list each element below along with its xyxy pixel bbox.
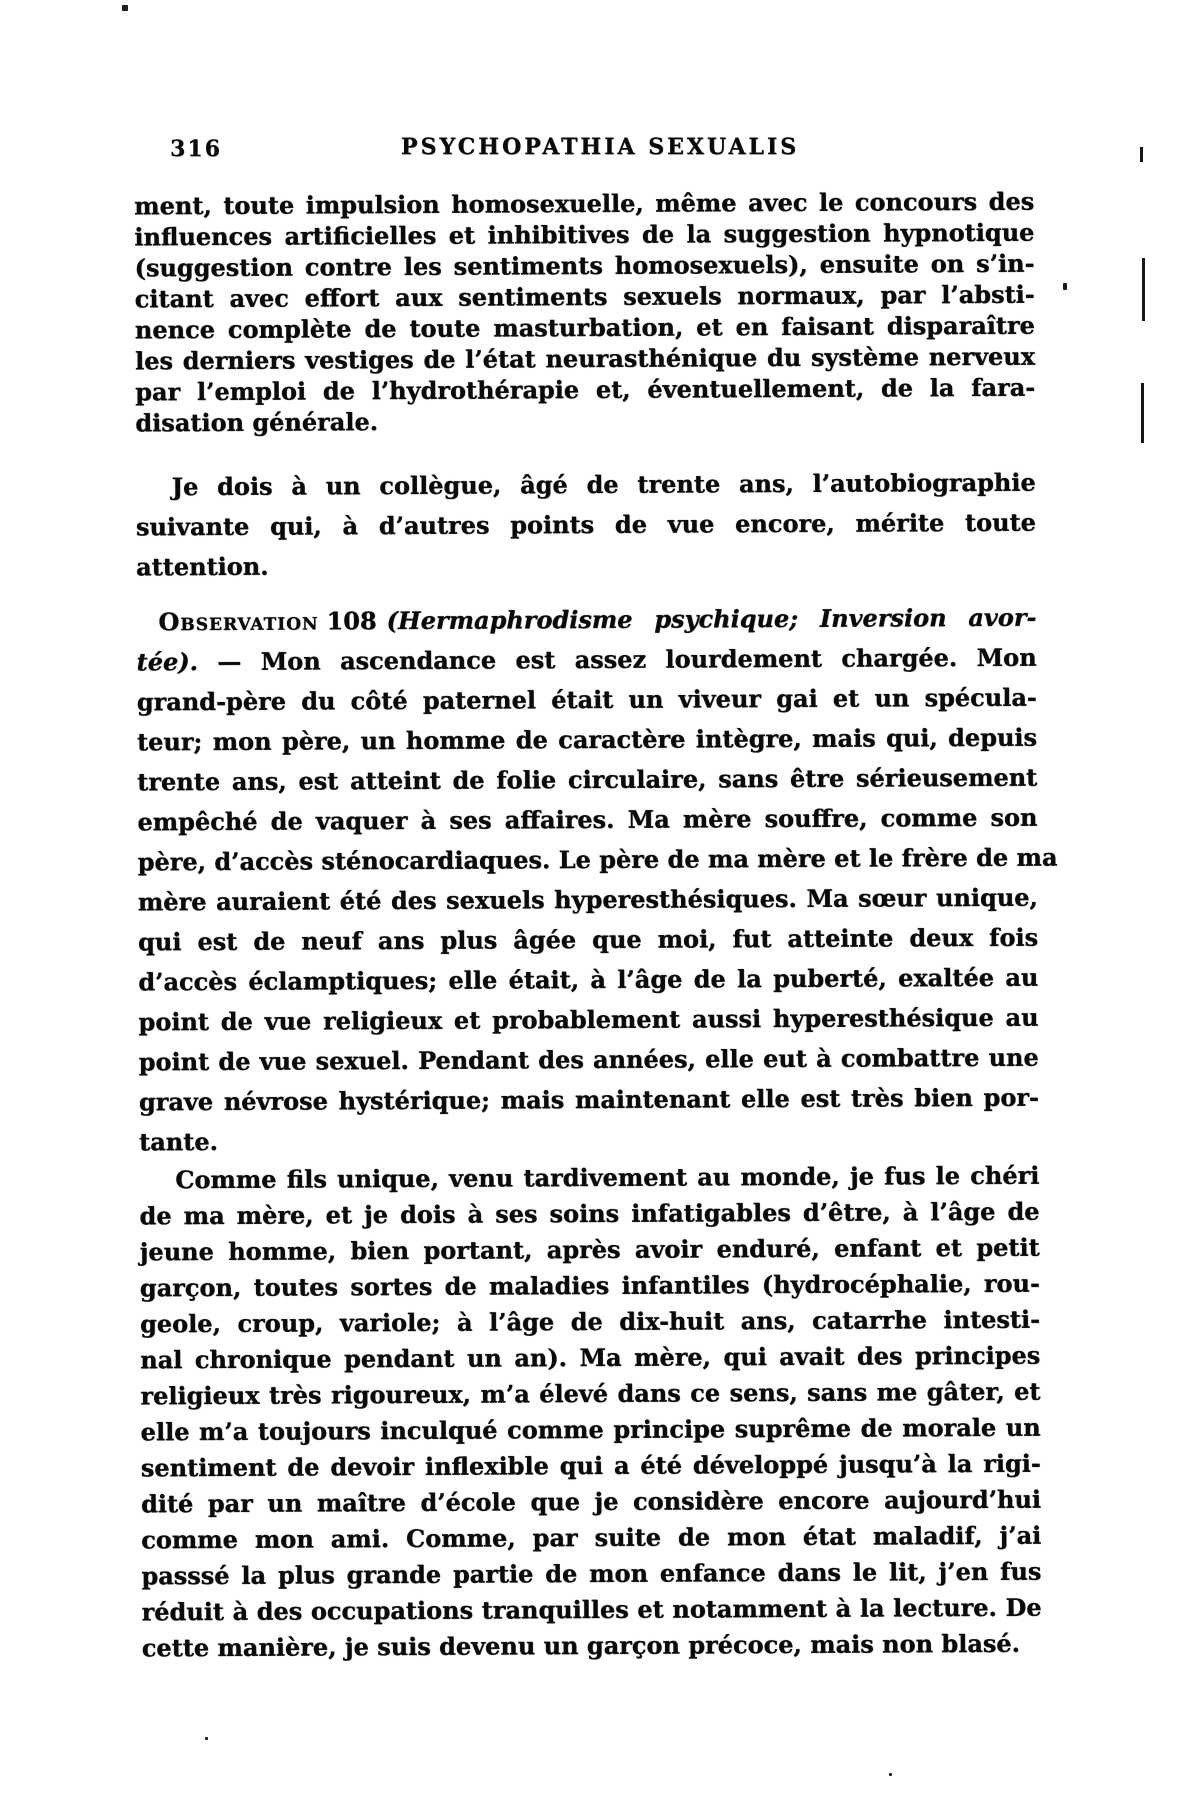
- text-line: (suggestion contre les sentiments homosexuels), ensuite on s’in-: [134, 248, 1035, 283]
- paragraph-intro: [136, 463, 1037, 588]
- margin-pencil-mark: [1142, 258, 1145, 321]
- ink-speck: [1063, 283, 1067, 290]
- text-line: point de vue religieux et probablement aussi hyperesthésique au: [138, 1002, 1039, 1037]
- running-title: PSYCHOPATHIA SEXUALIS: [400, 134, 800, 160]
- text-line: grave névrose hystérique; mais maintenant elle est très bien por-: [138, 1082, 1039, 1117]
- text-line: influences artificielles et inhibitives de la suggestion hypnotique: [134, 217, 1035, 252]
- text-line: garçon, toutes sortes de maladies infantiles (hydrocéphalie, rou-: [139, 1268, 1040, 1303]
- text-line: point de vue sexuel. Pendant des années, elle eut à combattre une: [138, 1042, 1039, 1077]
- text-line: teur; mon père, un homme de caractère intègre, mais qui, depuis: [136, 722, 1038, 757]
- text-line: père, d’accès sténocardiaques. Le père de ma mère et le frère de ma: [137, 842, 1058, 877]
- paragraph-continuation: [134, 186, 1035, 439]
- text-line: cette manière, je suis devenu un garçon précoce, mais non blasé.: [141, 1628, 1021, 1663]
- text-line: tante.: [139, 1126, 218, 1157]
- page-number: 316: [170, 136, 222, 162]
- text-line: nence complète de toute masturbation, et en faisant disparaître: [134, 310, 1035, 345]
- text-line: passsé la plus grande partie de mon enfance dans le lit, j’en fus: [141, 1556, 1042, 1591]
- observation-heading: [136, 598, 1036, 643]
- page-text: [134, 186, 1058, 1667]
- text-line: par l’emploi de l’hydrothérapie et, éventuellement, de la fara-: [135, 372, 1036, 407]
- text-line: Je dois à un collègue, âgé de trente ans, l’autobiographie: [171, 467, 1036, 502]
- paragraph-childhood: [139, 1158, 1042, 1667]
- observation-number: 108: [326, 606, 377, 636]
- observation-title-italic: (Hermaphrodisme psychique; Inversion avor-: [386, 602, 1037, 636]
- text-line: dité par un maître d’école que je considère encore aujourd’hui: [140, 1484, 1042, 1519]
- paragraph-observation: [136, 598, 1058, 1163]
- text-line: suivante qui, à d’autres points de vue encore, mérite toute: [135, 507, 1036, 542]
- text-line: [137, 638, 1037, 683]
- text-line: comme mon ami. Comme, par suite de mon état maladif, j’ai: [141, 1520, 1042, 1555]
- text-line: réduit à des occupations tranquilles et notamment à la lecture. De: [141, 1592, 1042, 1627]
- text-line: mère auraient été des sexuels hyperesthésiques. Ma sœur unique,: [137, 882, 1038, 917]
- running-head: [0, 136, 1200, 162]
- text-line: grand-père du côté paternel était un viveur gai et un spécula-: [136, 682, 1037, 717]
- text-line: ment, toute impulsion homosexuelle, même avec le concours des: [134, 186, 1035, 221]
- text-line: disation générale.: [135, 407, 379, 438]
- text-line: geole, croup, variole; à l’âge de dix-huit ans, catarrhe intesti-: [140, 1304, 1041, 1339]
- text-line: Comme fils unique, venu tardivement au monde, je fus le chéri: [175, 1160, 1040, 1195]
- text-line: sentiment de devoir inflexible qui a été développé jusqu’à la rigi-: [140, 1448, 1041, 1483]
- text-span: — Mon ascendance est assez lourdement chargée. Mon: [217, 642, 1037, 676]
- text-line: trente ans, est atteint de folie circulaire, sans être sérieusement: [137, 762, 1038, 797]
- text-line: elle m’a toujours inculqué comme principe suprême de morale un: [140, 1412, 1041, 1447]
- margin-pencil-mark: [1141, 383, 1144, 443]
- observation-label: Observation: [158, 606, 319, 637]
- observation-title-italic-end: tée).: [136, 647, 199, 677]
- text-line: religieux très rigoureux, m’a élevé dans ce sens, sans me gâter, et: [140, 1376, 1041, 1411]
- ink-speck: [205, 1737, 208, 1740]
- ink-speck: [122, 5, 128, 11]
- text-line: de ma mère, et je dois à ses soins infatigables d’être, à l’âge de: [139, 1196, 1040, 1231]
- text-line: d’accès éclamptiques; elle était, à l’âge de la puberté, exaltée au: [138, 962, 1039, 997]
- text-line: les derniers vestiges de l’état neurasthénique du système nerveux: [134, 341, 1036, 376]
- text-line: empêché de vaquer à ses affaires. Ma mère souffre, comme son: [137, 802, 1038, 837]
- text-line: jeune homme, bien portant, après avoir enduré, enfant et petit: [139, 1232, 1040, 1267]
- text-line: attention.: [136, 551, 269, 582]
- ink-speck: [889, 1773, 892, 1776]
- text-line: qui est de neuf ans plus âgée que moi, fut atteinte deux fois: [138, 922, 1039, 957]
- text-line: citant avec effort aux sentiments sexuels normaux, par l’absti-: [134, 279, 1035, 314]
- text-line: nal chronique pendant un an). Ma mère, qui avait des principes: [140, 1340, 1041, 1375]
